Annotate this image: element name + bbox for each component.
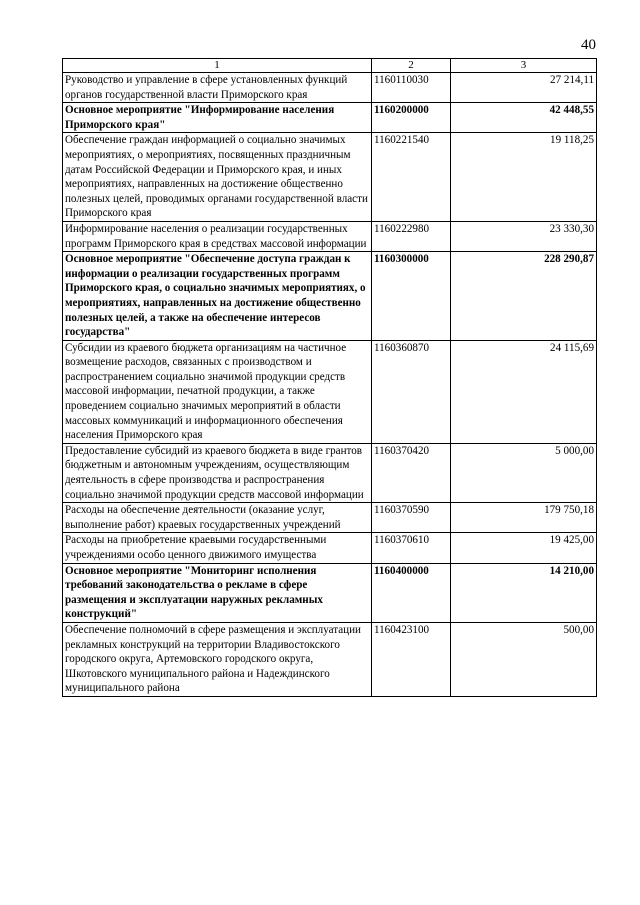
row-amount: 24 115,69 xyxy=(451,340,597,443)
row-code: 1160370610 xyxy=(372,533,451,563)
row-code: 1160400000 xyxy=(372,563,451,622)
row-name: Расходы на обеспечение деятельности (оказание услуг, выполнение работ) краевых государственных учреждений xyxy=(63,503,372,533)
row-amount: 27 214,11 xyxy=(451,73,597,103)
row-name: Субсидии из краевого бюджета организациям на частичное возмещение расходов, связанных с производством и распространением социально значимой продукции средств массовой информации, печатной продукции, а также проведением социально значимых мероприятий в области массовых коммуникаций и информационного обеспечения населения Приморского края xyxy=(63,340,372,443)
row-name: Основное мероприятие "Информирование населения Приморского края" xyxy=(63,103,372,133)
table-header-row xyxy=(63,59,597,73)
table-row xyxy=(63,221,597,251)
row-code: 1160360870 xyxy=(372,340,451,443)
page-number: 40 xyxy=(581,37,596,53)
row-name: Руководство и управление в сфере установленных функций органов государственной власти Приморского края xyxy=(63,73,372,103)
table-row xyxy=(63,340,597,443)
row-code: 1160110030 xyxy=(372,73,451,103)
row-code: 1160370420 xyxy=(372,443,451,502)
table-row xyxy=(63,533,597,563)
table-row xyxy=(63,73,597,103)
table-row xyxy=(63,622,597,696)
row-amount: 23 330,30 xyxy=(451,221,597,251)
row-code: 1160370590 xyxy=(372,503,451,533)
table-row xyxy=(63,133,597,222)
row-code: 1160221540 xyxy=(372,133,451,222)
row-amount: 14 210,00 xyxy=(451,563,597,622)
table-row-main-activity xyxy=(63,563,597,622)
row-name: Основное мероприятие "Мониторинг исполнения требований законодательства о рекламе в сфере размещения и эксплуатации наружных рекламных конструкций" xyxy=(63,563,372,622)
row-name: Обеспечение полномочий в сфере размещения и эксплуатации рекламных конструкций на территории Владивостокского городского округа, Артемовского городского округа, Шкотовского муниципального района и Надеждинского муниципального района xyxy=(63,622,372,696)
row-amount: 19 425,00 xyxy=(451,533,597,563)
row-name: Предоставление субсидий из краевого бюджета в виде грантов бюджетным и автономным учреждениям, осуществляющим деятельность в сфере производства и распространения социально значимой продукции средств массовой информации xyxy=(63,443,372,502)
row-code: 1160222980 xyxy=(372,221,451,251)
row-code: 1160423100 xyxy=(372,622,451,696)
table-row-main-activity xyxy=(63,252,597,341)
row-amount: 5 000,00 xyxy=(451,443,597,502)
row-amount: 228 290,87 xyxy=(451,252,597,341)
budget-table xyxy=(62,58,597,697)
row-code: 1160300000 xyxy=(372,252,451,341)
row-name: Обеспечение граждан информацией о социально значимых мероприятиях, о мероприятиях, посвященных праздничным датам Российской Федерации и Приморского края, и иных мероприятиях, направленных на достижение общественно полезных целей, проводимых органами государственной власти Приморского края xyxy=(63,133,372,222)
column-header-1: 1 xyxy=(63,59,372,73)
row-amount: 19 118,25 xyxy=(451,133,597,222)
table-row xyxy=(63,443,597,502)
row-code: 1160200000 xyxy=(372,103,451,133)
row-amount: 500,00 xyxy=(451,622,597,696)
row-amount: 179 750,18 xyxy=(451,503,597,533)
row-name: Расходы на приобретение краевыми государственными учреждениями особо ценного движимого имущества xyxy=(63,533,372,563)
row-name: Информирование населения о реализации государственных программ Приморского края в средствах массовой информации xyxy=(63,221,372,251)
row-amount: 42 448,55 xyxy=(451,103,597,133)
column-header-2: 2 xyxy=(372,59,451,73)
table-row xyxy=(63,503,597,533)
column-header-3: 3 xyxy=(451,59,597,73)
row-name: Основное мероприятие "Обеспечение доступа граждан к информации о реализации государственных программ Приморского края, о социально значимых мероприятиях, о мероприятиях, направленных на достижение общественно полезных целей, а также на обеспечение интересов государства" xyxy=(63,252,372,341)
table-row-main-activity xyxy=(63,103,597,133)
